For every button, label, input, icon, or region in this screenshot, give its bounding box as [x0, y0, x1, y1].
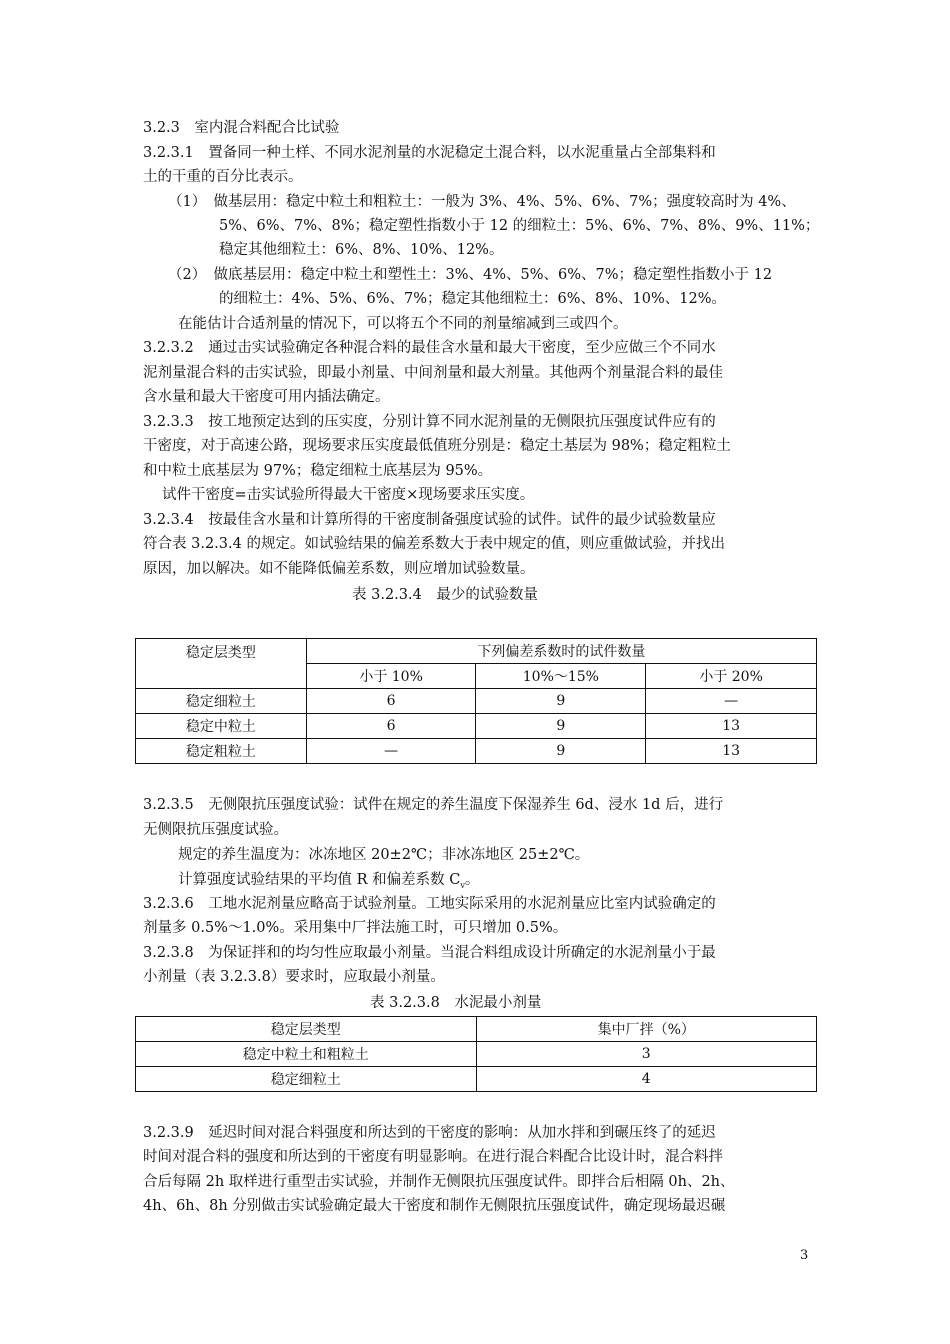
table-cell: 稳定中粒土: [136, 714, 307, 739]
list-item-line: （1） 做基层用：稳定中粒土和粗粒土：一般为 3%、4%、5%、6%、7%；强度较高时为 4%、: [168, 194, 796, 210]
table-cell: 稳定中粒土和粗粒土: [136, 1042, 477, 1067]
table-row: [136, 1067, 817, 1092]
table-cell: 稳定粗粒土: [136, 739, 307, 764]
table-row: [136, 714, 817, 739]
cv-suffix: 。: [464, 872, 480, 888]
paragraph-line: 无侧限抗压强度试验。: [143, 822, 288, 838]
paragraph-line: 3.2.3.6 工地水泥剂量应略高于试验剂量。工地实际采用的水泥剂量应比室内试验确定的: [143, 896, 716, 912]
paragraph-line: 干密度，对于高速公路，现场要求压实度最低值班分别是：稳定土基层为 98%；稳定粗粒土: [143, 438, 731, 454]
paragraph-line: 土的干重的百分比表示。: [143, 169, 303, 185]
paragraph-line: 泥剂量混合料的击实试验，即最小剂量、中间剂量和最大剂量。其他两个剂量混合料的最佳: [143, 365, 723, 381]
table-cell: 9: [476, 739, 646, 764]
cv-subscript: v: [460, 880, 465, 890]
table-cell: 6: [306, 689, 476, 714]
table-cell: 3: [476, 1042, 816, 1067]
table-cell: —: [646, 689, 817, 714]
table-caption: 表 3.2.3.8 水泥最小剂量: [370, 995, 542, 1011]
paragraph-line: 合后每隔 2h 取样进行重型击实试验，并制作无侧限抗压强度试件。即拌合后相隔 0h、2h、: [143, 1174, 735, 1190]
list-item-line: 的细粒土：4%、5%、6%、7%；稳定其他细粒土：6%、8%、10%、12%。: [219, 291, 726, 307]
formula-line: 试件干密度=击实试验所得最大干密度×现场要求压实度。: [162, 487, 535, 503]
table-header-cell: 集中厂拌（%）: [476, 1017, 816, 1042]
min-test-count-table: [135, 638, 817, 764]
paragraph-line: 3.2.3.8 为保证拌和的均匀性应取最小剂量。当混合料组成设计所确定的水泥剂量小于最: [143, 945, 716, 961]
page-number: 3: [800, 1248, 809, 1263]
table-caption: 表 3.2.3.4 最少的试验数量: [352, 587, 538, 603]
table-subheader-cell: 小于 20%: [646, 664, 817, 689]
paragraph-line: 规定的养生温度为：冰冻地区 20±2℃；非冰冻地区 25±2℃。: [178, 847, 590, 863]
paragraph-line: 3.2.3.4 按最佳含水量和计算所得的干密度制备强度试验的试件。试件的最少试验数量应: [143, 512, 716, 528]
list-item-line: 5%、6%、7%、8%；稳定塑性指数小于 12 的细粒土：5%、6%、7%、8%、9%、11%；: [219, 218, 820, 234]
table-cell: 稳定细粒土: [136, 689, 307, 714]
paragraph-line: 和中粒土底基层为 97%；稳定细粒土底基层为 95%。: [143, 463, 493, 479]
table-subheader-cell: 10%～15%: [476, 664, 646, 689]
paragraph-line: 含水量和最大干密度可用内插法确定。: [143, 389, 390, 405]
section-heading: 3.2.3 室内混合料配合比试验: [143, 120, 340, 136]
table-cell: 4: [476, 1067, 816, 1092]
paragraph-line: 3.2.3.1 置备同一种土样、不同水泥剂量的水泥稳定土混合料，以水泥重量占全部集料和: [143, 145, 716, 161]
table-row: [136, 1042, 817, 1067]
paragraph-line: 3.2.3.3 按工地预定达到的压实度，分别计算不同水泥剂量的无侧限抗压强度试件应有的: [143, 414, 716, 430]
paragraph-line: 在能估计合适剂量的情况下，可以将五个不同的剂量缩减到三或四个。: [178, 316, 628, 332]
table-cell: 9: [476, 689, 646, 714]
table-cell: 9: [476, 714, 646, 739]
list-item-line: 稳定其他细粒土：6%、8%、10%、12%。: [219, 242, 504, 258]
table-row: [136, 739, 817, 764]
paragraph-line: 原因，加以解决。如不能降低偏差系数，则应增加试验数量。: [143, 561, 535, 577]
table-cell: 稳定细粒土: [136, 1067, 477, 1092]
paragraph-line: 剂量多 0.5%～1.0%。采用集中厂拌法施工时，可只增加 0.5%。: [143, 920, 568, 936]
paragraph-line: 3.2.3.2 通过击实试验确定各种混合料的最佳含水量和最大干密度，至少应做三个不同水: [143, 340, 716, 356]
table-cell: —: [306, 739, 476, 764]
table-header-cell: 下列偏差系数时的试件数量: [306, 639, 816, 664]
paragraph-line: 3.2.3.9 延迟时间对混合料强度和所达到的干密度的影响：从加水拌和到碾压终了的延迟: [143, 1125, 716, 1141]
paragraph-line: 小剂量（表 3.2.3.8）要求时，应取最小剂量。: [143, 969, 445, 985]
table-cell: 13: [646, 714, 817, 739]
table-header-cell: 稳定层类型: [136, 639, 307, 689]
cement-min-dosage-table: [135, 1016, 817, 1092]
table-subheader-cell: 小于 10%: [306, 664, 476, 689]
paragraph-line: 4h、6h、8h 分别做击实试验确定最大干密度和制作无侧限抗压强度试件，确定现场最迟碾: [143, 1198, 726, 1214]
table-cell: 6: [306, 714, 476, 739]
cv-text: 计算强度试验结果的平均值 R 和偏差系数 C: [178, 872, 461, 888]
table-cell: 13: [646, 739, 817, 764]
list-item-line: （2） 做底基层用：稳定中粒土和塑性土：3%、4%、5%、6%、7%；稳定塑性指数小于 12: [168, 267, 773, 283]
paragraph-line: [178, 870, 479, 892]
paragraph-line: 时间对混合料的强度和所达到的干密度有明显影响。在进行混合料配合比设计时，混合料拌: [143, 1149, 723, 1165]
table-header-cell: 稳定层类型: [136, 1017, 477, 1042]
paragraph-line: 符合表 3.2.3.4 的规定。如试验结果的偏差系数大于表中规定的值，则应重做试验，并找出: [143, 536, 725, 552]
table-row: [136, 689, 817, 714]
paragraph-line: 3.2.3.5 无侧限抗压强度试验：试件在规定的养生温度下保湿养生 6d、浸水 1d 后，进行: [143, 797, 724, 813]
